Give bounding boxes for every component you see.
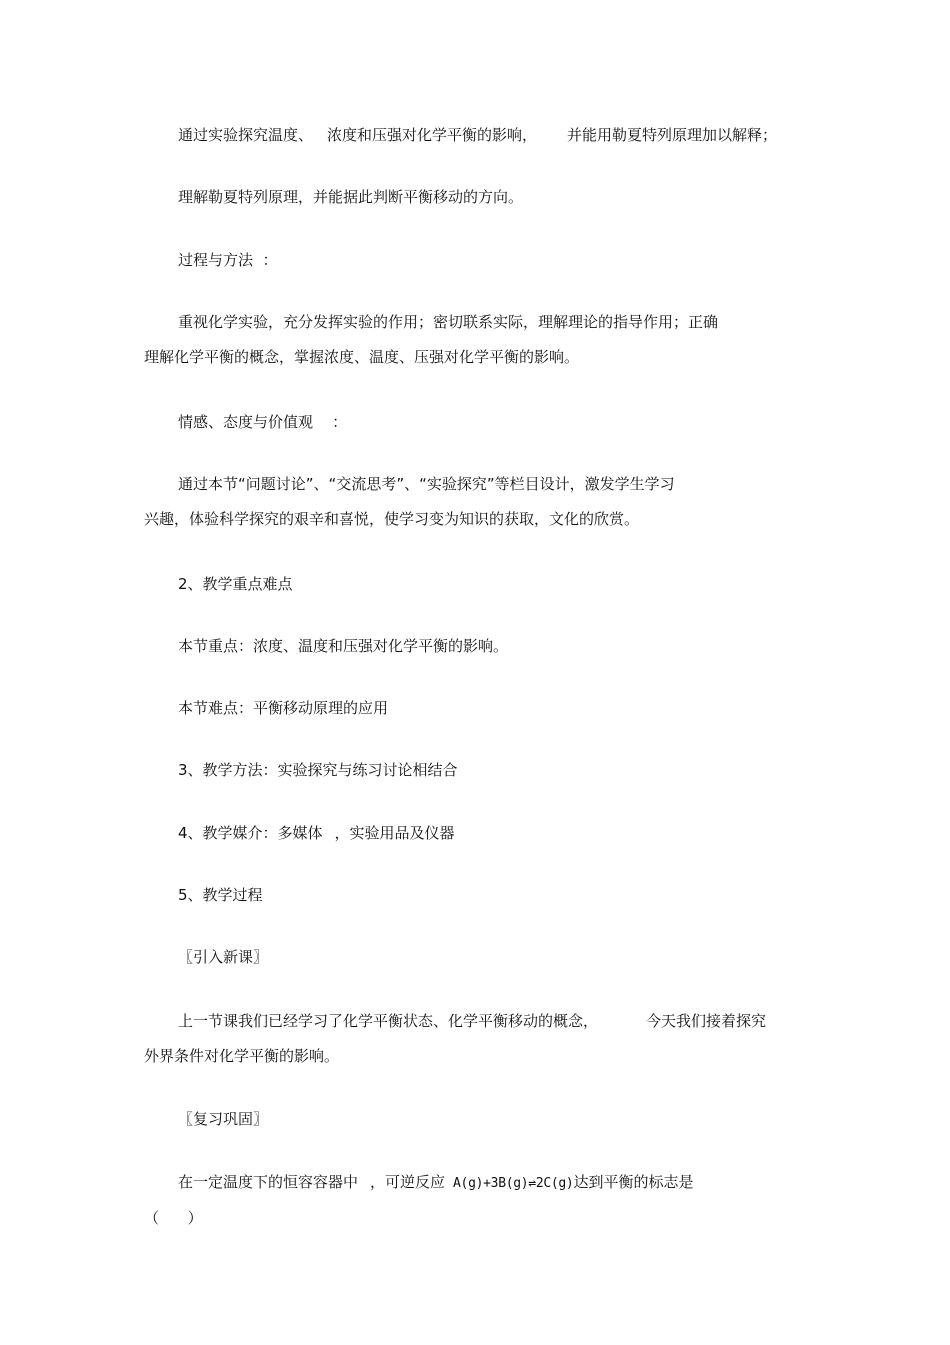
answer-blank: （ ） [144,1209,203,1227]
emotion-heading: 情感、态度与价值观 ： [178,413,348,431]
text-segment: ，实验用品及仪器 [334,824,455,842]
text-segment: 达到平衡的标志是 [573,1173,694,1191]
text-segment: 通过实验探究温度、 [178,126,314,144]
emotion-line-1: 通过本节“问题讨论”、“交流思考”、“实验探究”等栏目设计，激发学生学习 [178,475,675,493]
objective-line-2: 理解勒夏特列原理，并能据此判断平衡移动的方向。 [178,188,524,206]
emotion-line-2: 兴趣，体验科学探究的艰辛和喜悦，使学习变为知识的获取，文化的欣赏。 [144,510,640,528]
reaction-equation: A(g)+3B(g)⇌2C(g) [453,1176,574,1191]
text-segment: ，可逆反应 [370,1173,446,1191]
teaching-media [178,823,455,843]
key-difficulty: 本节难点：平衡移动原理的应用 [178,699,389,717]
key-focus: 本节重点：浓度、温度和压强对化学平衡的影响。 [178,637,509,655]
intro-line-1 [178,1011,766,1031]
teaching-method: 3、教学方法：实验探究与练习讨论相结合 [178,761,458,779]
process-line-2: 理解化学平衡的概念，掌握浓度、温度、压强对化学平衡的影响。 [144,348,580,366]
review-tag: 〖复习巩固〗 [178,1110,269,1128]
process-line-1: 重视化学实验，充分发挥实验的作用；密切联系实际，理解理论的指导作用；正确 [178,313,719,331]
text-segment: 浓度和压强对化学平衡的影响， [327,126,538,144]
review-question [178,1172,693,1194]
text-segment: 上一节课我们已经学习了化学平衡状态、化学平衡移动的概念， [178,1012,599,1030]
text-segment: 在一定温度下的恒容容器中 [178,1173,359,1191]
objective-line-1 [178,125,777,145]
intro-tag: 〖引入新课〗 [178,948,269,966]
intro-line-2: 外界条件对化学平衡的影响。 [144,1047,340,1065]
teaching-process-heading: 5、教学过程 [178,886,263,904]
text-segment: 并能用勒夏特列原理加以解释； [567,126,778,144]
key-points-heading: 2、教学重点难点 [178,575,293,593]
text-segment: 今天我们接着探究 [646,1012,767,1030]
text-segment: 4、教学媒介：多媒体 [178,824,323,842]
process-heading: 过程与方法 ： [178,251,278,269]
